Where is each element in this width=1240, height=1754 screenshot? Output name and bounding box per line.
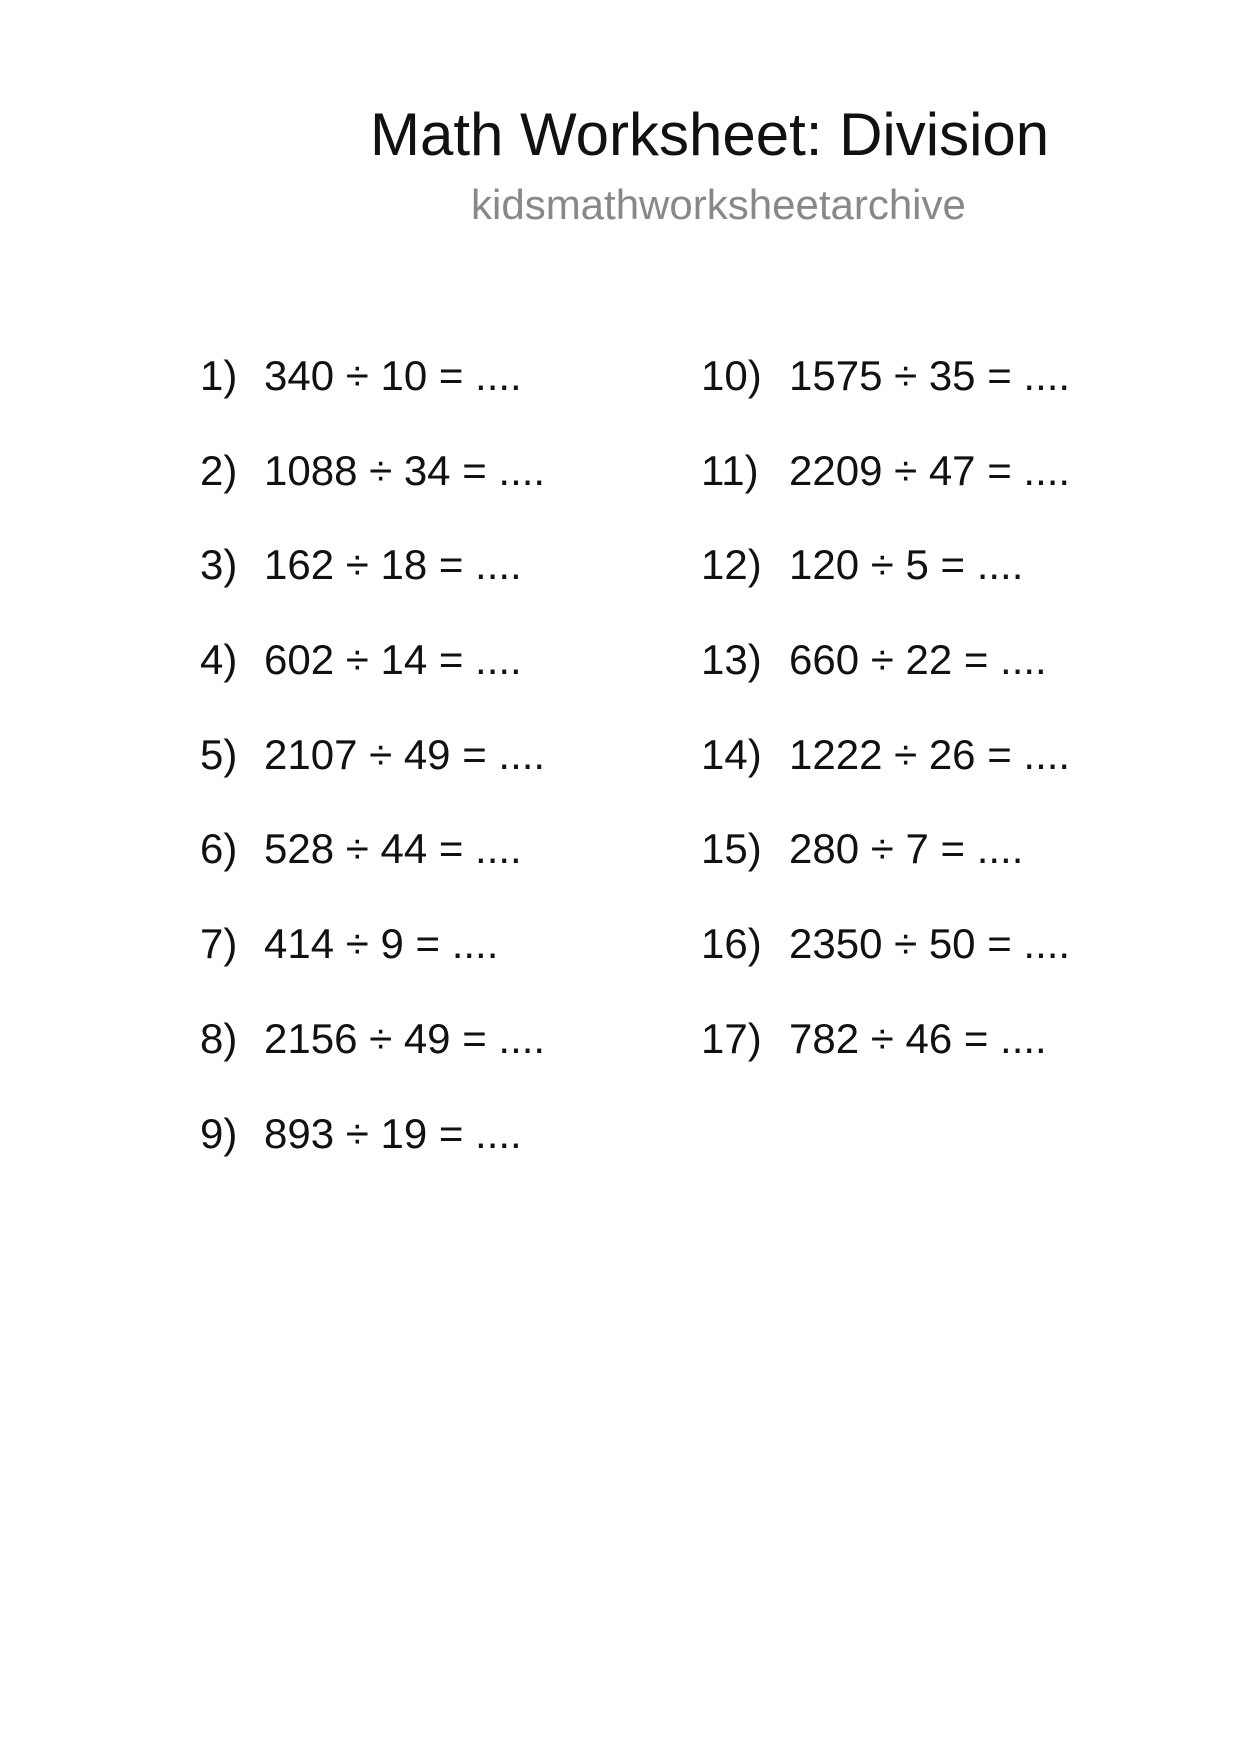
problem-8 bbox=[200, 1009, 545, 1104]
problem-6 bbox=[200, 819, 545, 914]
problem-number: 6) bbox=[200, 825, 238, 873]
problem-expression: 340 ÷ 10 = .... bbox=[264, 352, 522, 399]
problem-expression: 1222 ÷ 26 = .... bbox=[789, 730, 1071, 778]
problem-list-right bbox=[701, 346, 1070, 1104]
problem-4 bbox=[200, 630, 545, 725]
problem-expression: 2156 ÷ 49 = .... bbox=[264, 1014, 546, 1062]
problem-number: 16) bbox=[701, 920, 762, 968]
problem-5 bbox=[200, 725, 545, 820]
problem-2 bbox=[200, 441, 545, 536]
problem-expression: 414 ÷ 9 = .... bbox=[264, 920, 499, 968]
problem-expression: 1575 ÷ 35 = .... bbox=[789, 352, 1071, 399]
problem-expression: 162 ÷ 18 = .... bbox=[264, 541, 522, 589]
problem-number: 5) bbox=[200, 730, 238, 778]
problem-9 bbox=[200, 1104, 545, 1199]
problem-number: 14) bbox=[701, 730, 762, 778]
problem-11 bbox=[701, 441, 1070, 536]
problem-13 bbox=[701, 630, 1070, 725]
page-title: Math Worksheet: Division bbox=[370, 101, 1050, 168]
problem-number: 9) bbox=[200, 1109, 238, 1157]
problem-expression: 280 ÷ 7 = .... bbox=[789, 825, 1024, 873]
page-subtitle: kidsmathworksheetarchive bbox=[471, 181, 966, 228]
problem-number: 4) bbox=[200, 636, 238, 684]
problem-expression: 602 ÷ 14 = .... bbox=[264, 636, 522, 684]
problem-17 bbox=[701, 1009, 1070, 1104]
problem-number: 7) bbox=[200, 920, 238, 968]
problem-expression: 120 ÷ 5 = .... bbox=[789, 541, 1024, 589]
problem-expression: 893 ÷ 19 = .... bbox=[264, 1109, 522, 1157]
problem-3 bbox=[200, 535, 545, 630]
problem-number: 10) bbox=[701, 352, 762, 399]
problem-number: 3) bbox=[200, 541, 238, 589]
problem-1 bbox=[200, 346, 545, 441]
problem-number: 15) bbox=[701, 825, 762, 873]
problem-number: 12) bbox=[701, 541, 762, 589]
problem-expression: 2209 ÷ 47 = .... bbox=[789, 446, 1071, 494]
problem-10 bbox=[701, 346, 1070, 441]
problem-expression: 528 ÷ 44 = .... bbox=[264, 825, 522, 873]
problem-expression: 1088 ÷ 34 = .... bbox=[264, 446, 546, 494]
problem-expression: 2350 ÷ 50 = .... bbox=[789, 920, 1071, 968]
problem-expression: 782 ÷ 46 = .... bbox=[789, 1014, 1047, 1062]
problem-list-left bbox=[200, 346, 545, 1198]
problem-16 bbox=[701, 914, 1070, 1009]
problem-12 bbox=[701, 535, 1070, 630]
problem-number: 2) bbox=[200, 446, 238, 494]
problem-expression: 2107 ÷ 49 = .... bbox=[264, 730, 546, 778]
problem-expression: 660 ÷ 22 = .... bbox=[789, 636, 1047, 684]
problem-number: 13) bbox=[701, 636, 762, 684]
problem-number: 11) bbox=[701, 446, 759, 494]
problem-number: 8) bbox=[200, 1014, 238, 1062]
problem-number: 17) bbox=[701, 1014, 762, 1062]
problem-14 bbox=[701, 725, 1070, 820]
problem-7 bbox=[200, 914, 545, 1009]
problem-number: 1) bbox=[200, 352, 238, 399]
problem-15 bbox=[701, 819, 1070, 914]
